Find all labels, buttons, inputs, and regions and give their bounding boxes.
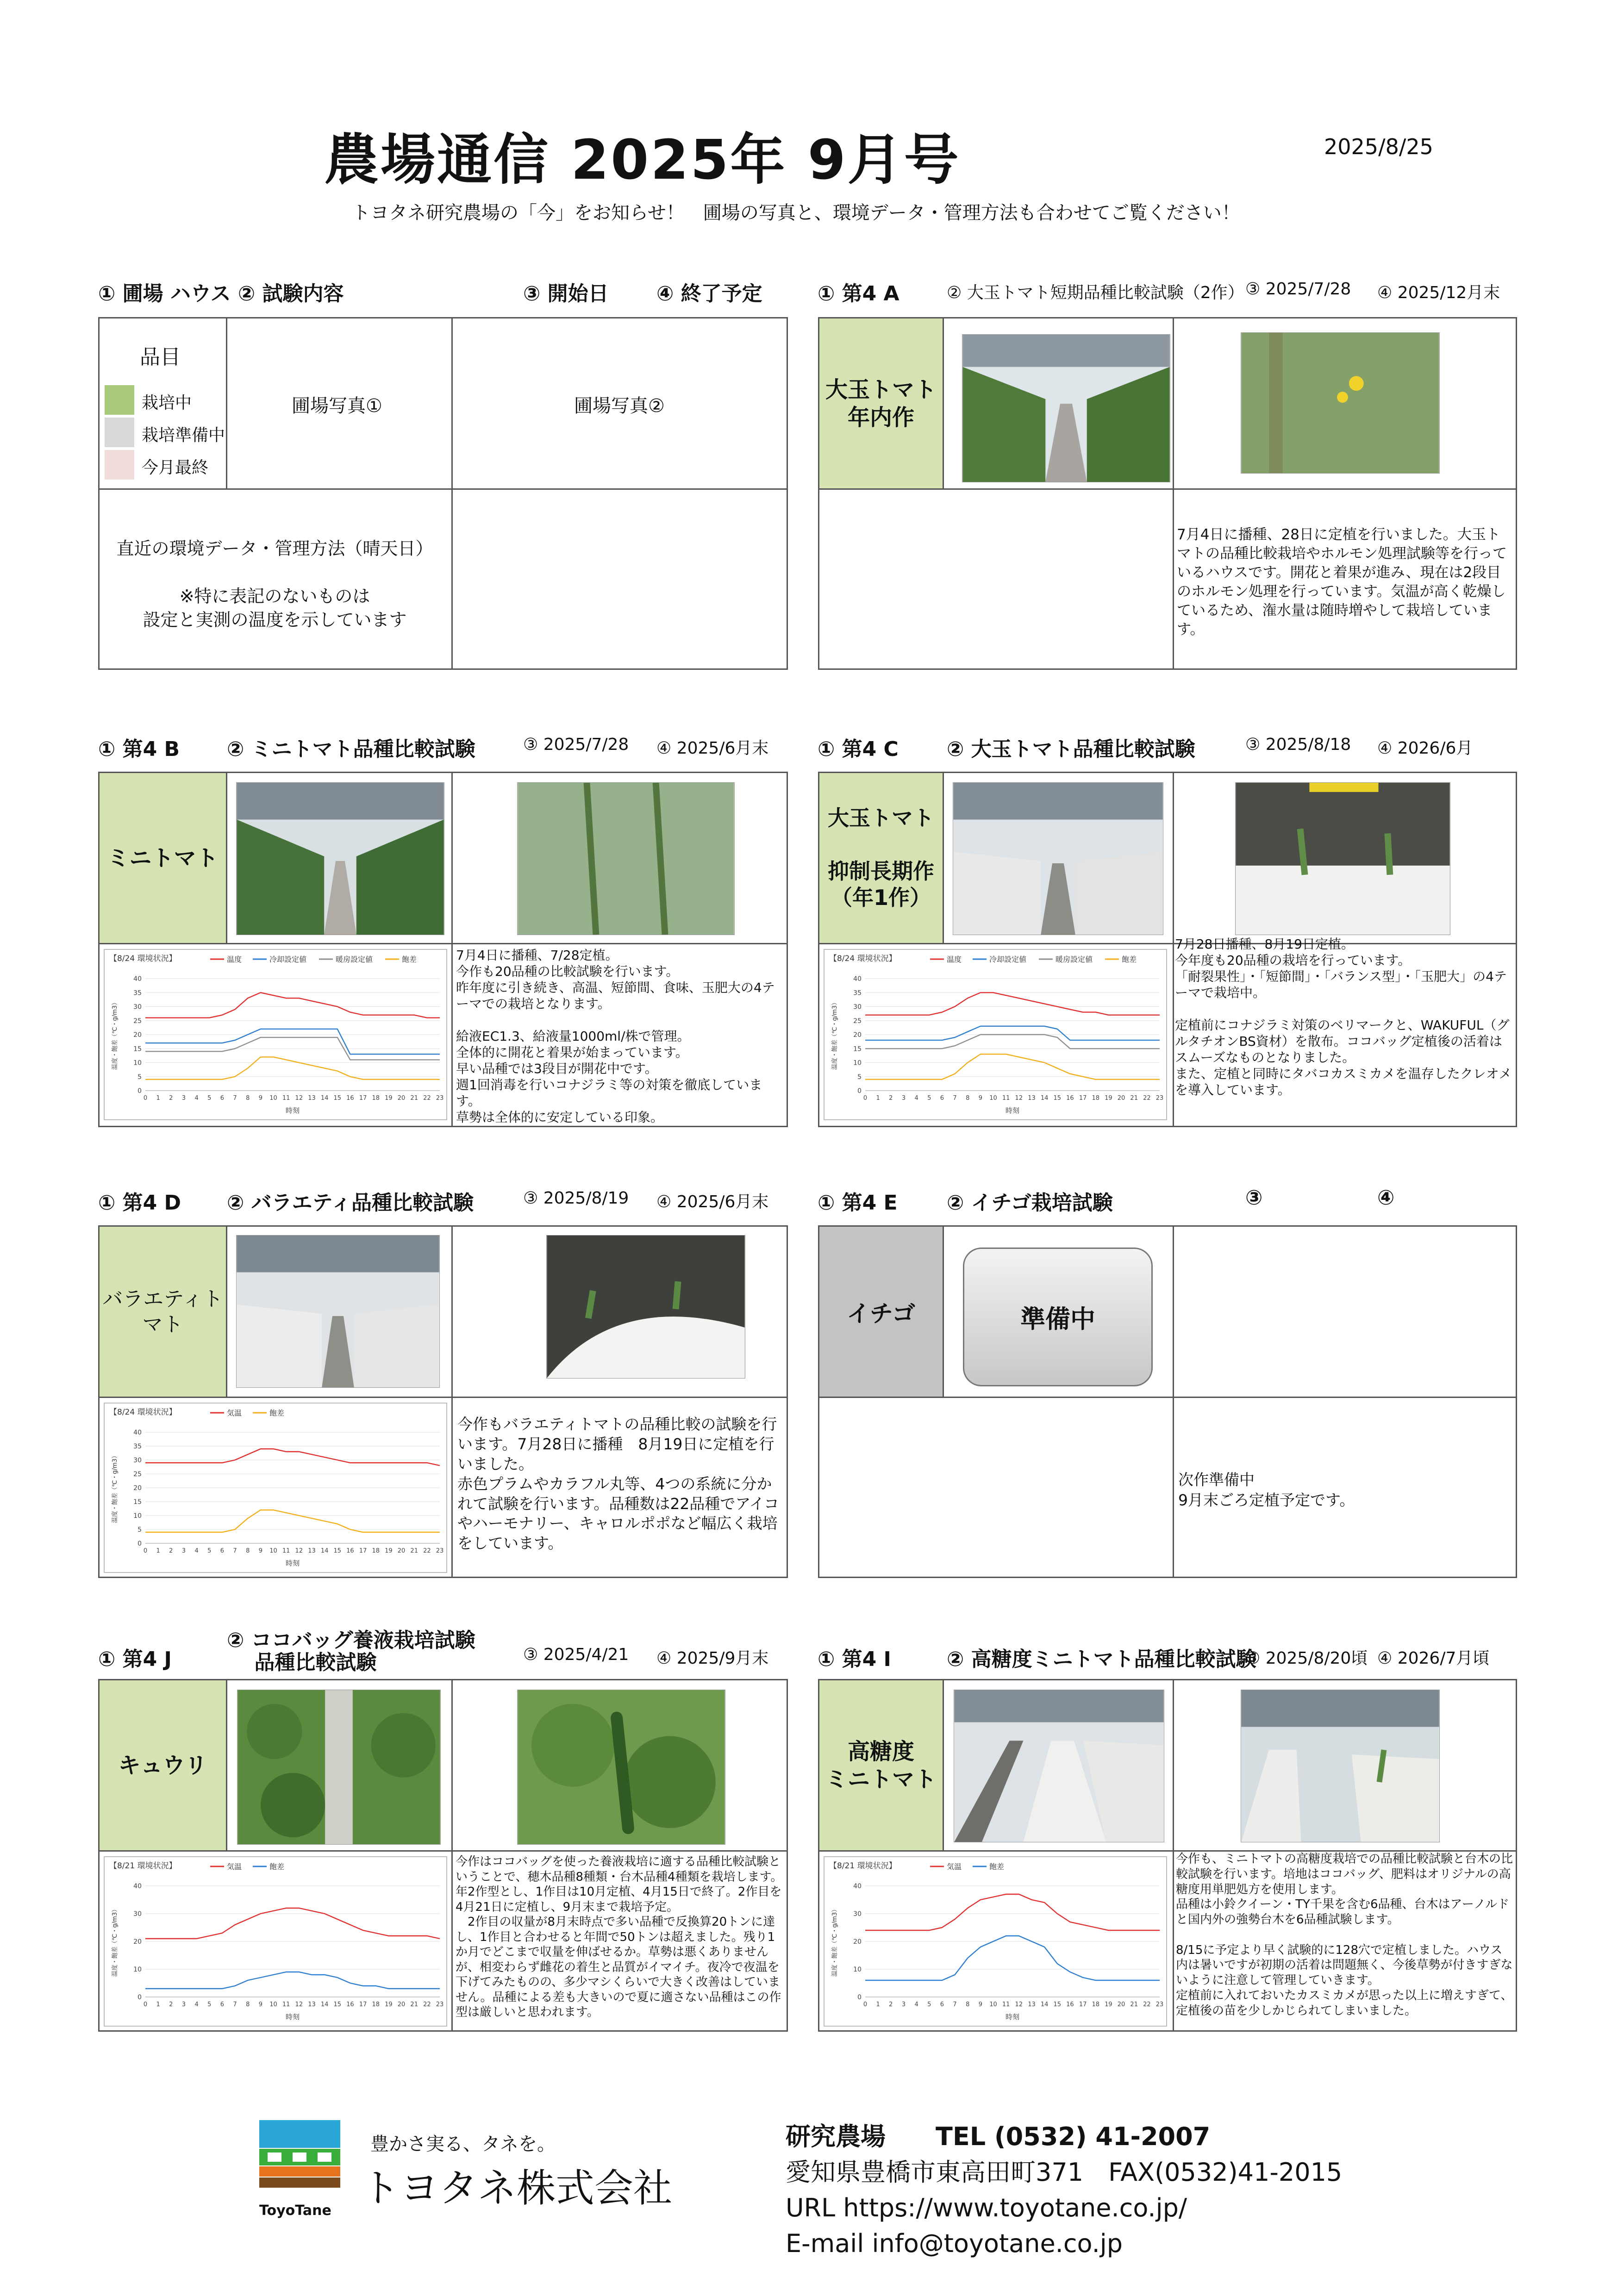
legend-label: 温度: [227, 955, 242, 964]
y-tick-label: 25: [133, 1471, 142, 1478]
x-tick-label: 7: [953, 2001, 957, 2008]
x-tick-label: 21: [410, 2001, 418, 2008]
y-axis-label: 温度・飽差（℃・g/m3）: [112, 999, 119, 1070]
toyotane-logo-icon: [259, 2120, 340, 2201]
x-tick-label: 0: [143, 2001, 148, 2008]
x-tick-label: 13: [308, 2001, 316, 2008]
sec-4i-photo-1: [954, 1690, 1164, 1842]
x-tick-label: 12: [1015, 1095, 1023, 1102]
sec-4i-photo-2: [1241, 1690, 1440, 1842]
series-line: [865, 1894, 1160, 1930]
series-line: [145, 1510, 440, 1532]
y-tick-label: 25: [133, 1017, 142, 1025]
company-tagline: 豊かさ実る、タネを。: [370, 2134, 556, 2155]
x-tick-label: 10: [269, 1547, 277, 1554]
sec-4c-h4: ④ 2026/6月: [1377, 739, 1473, 758]
sec-4a-text: 7月4日に播種、28日に定植を行いました。大玉トマトの品種比較栽培やホルモン処理試験等を行っているハウスです。開花と着果が進み、現在は2段目のホルモン処理を行っています。気温が高く乾燥しているため、潅水量は随時増やして栽培しています。: [1177, 526, 1507, 638]
sec-4d-h3: ③ 2025/8/19: [523, 1189, 629, 1208]
y-tick-label: 15: [133, 1498, 142, 1506]
sec-4j-text: 今作はココバッグを使った養液栽培に適する品種比較試験ということで、穂木品種8種類・台木品種4種類を栽培します。年2作型とし、1作目は10月定植、4月15日で終了。2作目を4月21日に定植し、9月末まで栽培予定。 2作目の収量が8月末時点で多い品種で反換算20トンに達し、1作目と合わせると年間で50トンは超えました。残り1か月でどこまで収量を伸ばせるか。草勢は悪くありませんが、相変わらず雌花の着生と品質がイマイチ。夜冷で夜温を下げてみたものの、多少マシくらいで大きく改善はしていません。品種による差も大きいので夏に適さない品種はこの作型は厳しいと思われます。: [456, 1855, 783, 2019]
x-tick-label: 20: [397, 1095, 406, 1102]
chart-title: 【8/24 環境状況】: [829, 954, 897, 963]
sec-4e-h4: ④: [1377, 1186, 1395, 1210]
x-tick-label: 9: [258, 1095, 263, 1102]
x-tick-label: 22: [423, 1095, 431, 1102]
x-tick-label: 0: [863, 1095, 868, 1102]
x-tick-label: 20: [1117, 2001, 1125, 2008]
sec-4b-photo-2: [517, 782, 735, 935]
x-tick-label: 1: [156, 2001, 160, 2008]
y-axis-label: 温度・飽差（℃・g/m3）: [831, 999, 838, 1070]
x-tick-label: 12: [295, 1547, 303, 1554]
x-tick-label: 2: [169, 1095, 173, 1102]
sec-4e-text: 次作準備中 9月末ごろ定植予定です。: [1178, 1471, 1355, 1509]
x-tick-label: 6: [940, 2001, 944, 2008]
sec-4b-crop: ミニトマト: [100, 773, 226, 943]
x-tick-label: 14: [320, 1095, 329, 1102]
x-tick-label: 9: [258, 1547, 263, 1554]
chart-title: 【8/24 環境状況】: [109, 1408, 177, 1417]
x-tick-label: 18: [1092, 1095, 1100, 1102]
y-tick-label: 35: [133, 989, 142, 997]
y-tick-label: 5: [137, 1073, 142, 1081]
x-tick-label: 5: [927, 1095, 931, 1102]
x-tick-label: 3: [901, 1095, 906, 1102]
sec-4j-chart: [104, 1856, 447, 2027]
x-tick-label: 3: [181, 1547, 186, 1554]
x-tick-label: 17: [359, 1547, 367, 1554]
x-tick-label: 14: [320, 1547, 329, 1554]
y-tick-label: 15: [853, 1045, 862, 1053]
sec-4e-h3: ③: [1245, 1186, 1263, 1210]
x-tick-label: 13: [1028, 1095, 1036, 1102]
series-line: [145, 992, 440, 1017]
y-tick-label: 10: [853, 1059, 862, 1067]
x-tick-label: 1: [156, 1095, 160, 1102]
x-axis-label: 時刻: [1005, 2013, 1020, 2021]
x-tick-label: 16: [346, 1095, 354, 1102]
x-tick-label: 19: [385, 1547, 393, 1554]
chart-svg: [824, 1857, 1166, 2026]
sec-4d-chart: [104, 1403, 447, 1573]
company-name: トヨタネ株式会社: [361, 2165, 673, 2211]
sec-4d-h4: ④ 2025/6月末: [656, 1192, 769, 1211]
legend-swatch-growing: [105, 385, 134, 415]
sec-4j-photo-1: [237, 1690, 441, 1845]
x-tick-label: 6: [220, 1547, 225, 1554]
x-tick-label: 22: [1143, 1095, 1151, 1102]
sec-4c-text: 7月28日播種、8月19日定植。 今年度も20品種の栽培を行っています。 「耐裂果性」・「短節間」・「バランス型」・「玉肥大」の4テーマで栽培中。 定植前にコナジラミ対策のベリマークと、WAKUFUL（グルタチオンBS資材）を散布。ココバッグ定植後の活着はスムーズなものとなりました。 また、定植と同時にタバコカスミカメを温存したクレオメを導入しています。: [1175, 936, 1512, 1098]
x-tick-label: 1: [156, 1547, 160, 1554]
x-tick-label: 21: [410, 1095, 418, 1102]
x-tick-label: 15: [1053, 2001, 1062, 2008]
x-tick-label: 8: [966, 2001, 970, 2008]
chart-svg: [105, 1404, 446, 1572]
y-tick-label: 0: [857, 1087, 862, 1095]
sec-4a-photo-2: [1241, 332, 1440, 474]
sec-4e-h2: ② イチゴ栽培試験: [947, 1191, 1113, 1215]
x-axis-label: 時刻: [1005, 1106, 1020, 1115]
x-tick-label: 14: [1040, 1095, 1049, 1102]
x-tick-label: 19: [1105, 1095, 1112, 1102]
y-tick-label: 0: [137, 1540, 142, 1547]
x-tick-label: 12: [295, 1095, 303, 1102]
x-axis-label: 時刻: [285, 1106, 300, 1115]
y-tick-label: 30: [133, 1457, 142, 1464]
sec-4j-h2: ② ココバッグ養液栽培試験 品種比較試験: [227, 1628, 475, 1675]
x-tick-label: 11: [1002, 1095, 1010, 1102]
sec-4e-h1: ① 第4 E: [818, 1191, 898, 1215]
sec-4i-h1: ① 第4 I: [818, 1647, 891, 1671]
x-tick-label: 11: [282, 1095, 290, 1102]
lead-text: トヨタネ研究農場の「今」をお知らせ！ 圃場の写真と、環境データ・管理方法も合わせてご覧ください！: [352, 202, 1240, 224]
x-tick-label: 1: [876, 2001, 880, 2008]
sec-4j-photo-2: [517, 1690, 725, 1845]
x-tick-label: 16: [346, 1547, 354, 1554]
x-tick-label: 14: [1040, 2001, 1049, 2008]
y-tick-label: 30: [133, 1003, 142, 1011]
x-tick-label: 8: [246, 2001, 250, 2008]
x-tick-label: 11: [282, 2001, 290, 2008]
y-tick-label: 40: [853, 1883, 862, 1890]
x-tick-label: 11: [1002, 2001, 1010, 2008]
x-tick-label: 0: [863, 2001, 868, 2008]
y-tick-label: 5: [137, 1526, 142, 1534]
chart-title: 【8/21 環境状況】: [829, 1861, 897, 1871]
series-line: [865, 992, 1160, 1015]
x-tick-label: 23: [436, 1547, 444, 1554]
x-tick-label: 17: [1079, 1095, 1087, 1102]
sec-4i-text: 今作も、ミニトマトの高糖度栽培での品種比較試験と台木の比較試験を行います。培地はココバッグ、肥料はオリジナルの高糖度用単肥処方を使用します。 品種は小鈴クイーン・TY千果を含む6品種、台木はアーノルドと国内外の強勢台木を6品種試験します。 8/15に予定より早く試験的に128穴で定植しました。ハウス内は暑いですが初期の活着は問題無く、今後草勢が付きすぎないように注意して管理していきます。 定植前に入れておいたカスミカメが思った以上に増えすぎて、定植後の苗を少しかじられてしまいました。: [1176, 1852, 1513, 2018]
x-tick-label: 10: [989, 1095, 997, 1102]
x-tick-label: 5: [207, 1547, 212, 1554]
x-tick-label: 19: [385, 1095, 393, 1102]
x-tick-label: 8: [246, 1095, 250, 1102]
y-tick-label: 20: [133, 1031, 142, 1039]
sec-4d-h2: ② バラエティ品種比較試験: [227, 1191, 474, 1215]
sec-4j-h1: ① 第4 J: [98, 1647, 172, 1671]
y-tick-label: 30: [853, 1003, 862, 1011]
x-tick-label: 20: [397, 1547, 406, 1554]
legend-env-note: 直近の環境データ・管理方法（晴天日） ※特に表記のないものは 設定と実測の温度を示しています: [116, 538, 433, 630]
x-tick-label: 5: [927, 2001, 931, 2008]
legend-photo-2: 圃場写真②: [574, 395, 665, 417]
series-line: [865, 1054, 1160, 1079]
x-tick-label: 7: [953, 1095, 957, 1102]
brand-name: ToyoTane: [259, 2202, 331, 2219]
sec-4c-chart: [824, 949, 1167, 1120]
series-line: [145, 1972, 440, 1989]
x-tick-label: 0: [143, 1547, 148, 1554]
sec-4d-text: 今作もバラエティトマトの品種比較の試験を行います。7月28日に播種 8月19日に定植を行いました。 赤色プラムやカラフル丸等、4つの系統に分かれて試験を行います。品種数は22品種でアイコやハーモナリー、キャロルポポなど幅広く栽培をしています。: [457, 1415, 780, 1553]
sec-4e-preparing-badge: 準備中: [963, 1248, 1153, 1386]
x-tick-label: 23: [436, 1095, 444, 1102]
chart-svg: [824, 950, 1166, 1119]
sec-4a-h4: ④ 2025/12月末: [1377, 283, 1500, 302]
footer-address: 愛知県豊橋市東高田町371 FAX(0532)41-2015: [786, 2158, 1343, 2187]
x-tick-label: 9: [978, 2001, 983, 2008]
legend-label: 飽差: [989, 1862, 1005, 1871]
x-tick-label: 2: [169, 2001, 173, 2008]
x-tick-label: 18: [372, 1095, 380, 1102]
x-tick-label: 14: [320, 2001, 329, 2008]
x-tick-label: 8: [246, 1547, 250, 1554]
y-tick-label: 35: [133, 1443, 142, 1450]
x-tick-label: 15: [333, 2001, 342, 2008]
chart-svg: [105, 1857, 446, 2026]
y-tick-label: 40: [853, 975, 862, 983]
sec-4b-h1: ① 第4 B: [98, 737, 180, 761]
legend-label: 飽差: [269, 1409, 285, 1417]
legend-swatch-preparing: [105, 418, 134, 447]
x-tick-label: 20: [1117, 1095, 1125, 1102]
y-tick-label: 20: [133, 1938, 142, 1946]
sec-4a-h3: ③ 2025/7/28: [1245, 280, 1351, 299]
series-line: [145, 1057, 440, 1079]
x-tick-label: 13: [1028, 2001, 1036, 2008]
x-tick-label: 10: [269, 2001, 277, 2008]
y-tick-label: 40: [133, 1883, 142, 1890]
footer-email[interactable]: E-mail info@toyotane.co.jp: [786, 2229, 1123, 2258]
sec-4c-crop: 大玉トマト 抑制長期作 （年1作）: [819, 773, 943, 943]
sec-4a-photo-1: [962, 334, 1170, 482]
sec-4b-h2: ② ミニトマト品種比較試験: [227, 737, 475, 761]
legend-label-preparing: 栽培準備中: [142, 426, 225, 445]
y-axis-label: 温度・飽差（℃・g/m3）: [112, 1906, 119, 1977]
x-tick-label: 2: [889, 2001, 893, 2008]
y-tick-label: 20: [133, 1485, 142, 1492]
series-line: [865, 1936, 1160, 1980]
legend-label: 飽差: [1122, 955, 1137, 964]
x-tick-label: 2: [889, 1095, 893, 1102]
x-tick-label: 3: [181, 1095, 186, 1102]
x-tick-label: 4: [194, 2001, 199, 2008]
x-tick-label: 9: [978, 1095, 983, 1102]
sec-4c-photo-1: [953, 782, 1163, 935]
y-tick-label: 20: [853, 1031, 862, 1039]
x-tick-label: 0: [143, 1095, 148, 1102]
y-tick-label: 15: [133, 1045, 142, 1053]
x-tick-label: 11: [282, 1547, 290, 1554]
sec-4j-h3: ③ 2025/4/21: [523, 1645, 629, 1664]
series-line: [865, 1035, 1160, 1048]
series-line: [865, 1026, 1160, 1040]
x-tick-label: 13: [308, 1547, 316, 1554]
x-tick-label: 6: [220, 1095, 225, 1102]
y-tick-label: 10: [133, 1059, 142, 1067]
legend-header-4: ④ 終了予定: [656, 282, 762, 306]
legend-header-3: ③ 開始日: [523, 282, 609, 306]
legend-label: 飽差: [402, 955, 417, 964]
x-tick-label: 21: [410, 1547, 418, 1554]
x-tick-label: 23: [1156, 2001, 1164, 2008]
x-tick-label: 3: [181, 2001, 186, 2008]
sec-4j-crop: キュウリ: [100, 1680, 226, 1851]
y-tick-label: 0: [857, 1994, 862, 2001]
legend-label-growing: 栽培中: [142, 393, 192, 412]
legend-hinmoku: 品目: [140, 345, 181, 369]
series-line: [145, 1029, 440, 1054]
x-tick-label: 19: [385, 2001, 393, 2008]
y-tick-label: 0: [137, 1994, 142, 2001]
chart-title: 【8/21 環境状況】: [109, 1861, 177, 1871]
sec-4d-photo-2: [546, 1235, 745, 1379]
y-tick-label: 5: [857, 1073, 862, 1081]
x-tick-label: 7: [233, 2001, 237, 2008]
x-tick-label: 6: [220, 2001, 225, 2008]
legend-label: 気温: [947, 1862, 962, 1871]
y-tick-label: 40: [133, 1429, 142, 1436]
sec-4b-h4: ④ 2025/6月末: [656, 739, 769, 758]
page-title: 農場通信 2025年 9月号: [324, 128, 961, 192]
x-tick-label: 2: [169, 1547, 173, 1554]
y-axis-label: 温度・飽差（℃・g/m3）: [112, 1452, 119, 1523]
sec-4i-crop: 高糖度 ミニトマト: [819, 1680, 943, 1851]
sec-4e-crop: イチゴ: [819, 1227, 943, 1397]
series-line: [145, 1449, 440, 1466]
sec-4i-h4: ④ 2026/7月頃: [1377, 1649, 1490, 1668]
legend-label: 気温: [227, 1409, 242, 1417]
sec-4i-h3: ③ 2025/8/20頃: [1245, 1649, 1368, 1668]
sec-4b-chart: [104, 949, 447, 1120]
x-tick-label: 10: [269, 1095, 277, 1102]
x-tick-label: 13: [308, 1095, 316, 1102]
sec-4a-h1: ① 第4 A: [818, 282, 899, 306]
sec-4i-chart: [824, 1856, 1167, 2027]
x-tick-label: 4: [914, 1095, 918, 1102]
legend-label: 温度: [947, 955, 962, 964]
sec-4b-photo-1: [236, 782, 444, 935]
x-tick-label: 23: [436, 2001, 444, 2008]
x-tick-label: 10: [989, 2001, 997, 2008]
x-tick-label: 22: [423, 1547, 431, 1554]
legend-label: 暖房設定値: [1056, 955, 1093, 964]
x-tick-label: 16: [1066, 1095, 1074, 1102]
legend-header-1: ① 圃場 ハウス ② 試験内容: [98, 282, 344, 306]
x-tick-label: 1: [876, 1095, 880, 1102]
x-tick-label: 7: [233, 1547, 237, 1554]
y-tick-label: 10: [133, 1966, 142, 1973]
x-tick-label: 15: [333, 1095, 342, 1102]
chart-svg: [105, 950, 446, 1119]
y-tick-label: 30: [853, 1910, 862, 1918]
legend-label: 暖房設定値: [336, 955, 373, 964]
y-tick-label: 35: [853, 989, 862, 997]
x-tick-label: 23: [1156, 1095, 1164, 1102]
legend-label: 飽差: [269, 1862, 285, 1871]
x-tick-label: 21: [1130, 1095, 1138, 1102]
sec-4b-h3: ③ 2025/7/28: [523, 735, 629, 754]
y-tick-label: 10: [133, 1512, 142, 1520]
x-tick-label: 15: [1053, 1095, 1062, 1102]
footer-url[interactable]: URL https://www.toyotane.co.jp/: [786, 2193, 1187, 2222]
x-tick-label: 18: [372, 2001, 380, 2008]
x-tick-label: 12: [295, 2001, 303, 2008]
footer-tel: 研究農場 TEL (0532) 41-2007: [786, 2122, 1211, 2151]
sec-4c-h1: ① 第4 C: [818, 737, 899, 761]
y-tick-label: 25: [853, 1017, 862, 1025]
x-tick-label: 18: [1092, 2001, 1100, 2008]
x-axis-label: 時刻: [285, 2013, 300, 2021]
sec-4d-h1: ① 第4 D: [98, 1191, 181, 1215]
x-tick-label: 22: [1143, 2001, 1151, 2008]
sec-4a-crop: 大玉トマト 年内作: [819, 318, 943, 488]
x-tick-label: 15: [333, 1547, 342, 1554]
x-tick-label: 4: [194, 1095, 199, 1102]
sec-4d-photo-1: [236, 1235, 440, 1388]
x-tick-label: 22: [423, 2001, 431, 2008]
sec-4b-text: 7月4日に播種、7/28定植。 今作も20品種の比較試験を行います。 昨年度に引き続き、高温、短節間、食味、玉肥大の4テーマでの栽培となります。 給液EC1.3、給液量1000ml/株で管理。 全体的に開花と着果が始まっています。 早い品種では3段目が開花中です。 週1回消毒を行いコナジラミ等の対策を徹底しています。 草勢は全体的に安定している印象。: [456, 948, 775, 1125]
legend-label: 気温: [227, 1862, 242, 1871]
x-tick-label: 21: [1130, 2001, 1138, 2008]
x-tick-label: 6: [940, 1095, 944, 1102]
x-tick-label: 4: [914, 2001, 918, 2008]
y-tick-label: 0: [137, 1087, 142, 1095]
sec-4d-crop: バラエティト マト: [100, 1227, 226, 1397]
x-tick-label: 7: [233, 1095, 237, 1102]
x-tick-label: 17: [359, 2001, 367, 2008]
x-axis-label: 時刻: [285, 1559, 300, 1567]
x-tick-label: 5: [207, 2001, 212, 2008]
x-tick-label: 8: [966, 1095, 970, 1102]
issue-date: 2025/8/25: [1324, 134, 1433, 159]
sec-4j-h4: ④ 2025/9月末: [656, 1649, 769, 1668]
y-tick-label: 30: [133, 1910, 142, 1918]
x-tick-label: 3: [901, 2001, 906, 2008]
legend-label: 冷却設定値: [989, 955, 1027, 964]
sec-4c-photo-2: [1235, 782, 1450, 935]
series-line: [145, 1908, 440, 1939]
x-tick-label: 9: [258, 2001, 263, 2008]
y-tick-label: 10: [853, 1966, 862, 1973]
legend-label-final: 今月最終: [142, 458, 209, 477]
x-tick-label: 16: [1066, 2001, 1074, 2008]
legend-photo-1: 圃場写真①: [292, 395, 382, 417]
x-tick-label: 18: [372, 1547, 380, 1554]
legend-label: 冷却設定値: [269, 955, 307, 964]
sec-4c-h3: ③ 2025/8/18: [1245, 735, 1351, 754]
y-tick-label: 40: [133, 975, 142, 983]
chart-title: 【8/24 環境状況】: [109, 954, 177, 963]
legend-swatch-final: [105, 450, 134, 480]
x-tick-label: 4: [194, 1547, 199, 1554]
x-tick-label: 16: [346, 2001, 354, 2008]
sec-4a-h2: ② 大玉トマト短期品種比較試験（2作）: [947, 283, 1244, 302]
x-tick-label: 20: [397, 2001, 406, 2008]
x-tick-label: 5: [207, 1095, 212, 1102]
y-tick-label: 20: [853, 1938, 862, 1946]
sec-4c-h2: ② 大玉トマト品種比較試験: [947, 737, 1195, 761]
x-tick-label: 12: [1015, 2001, 1023, 2008]
x-tick-label: 17: [1079, 2001, 1087, 2008]
sec-4i-h2: ② 高糖度ミニトマト品種比較試験: [947, 1647, 1256, 1671]
x-tick-label: 17: [359, 1095, 367, 1102]
x-tick-label: 19: [1105, 2001, 1112, 2008]
y-axis-label: 温度・飽差（℃・g/m3）: [831, 1906, 838, 1977]
